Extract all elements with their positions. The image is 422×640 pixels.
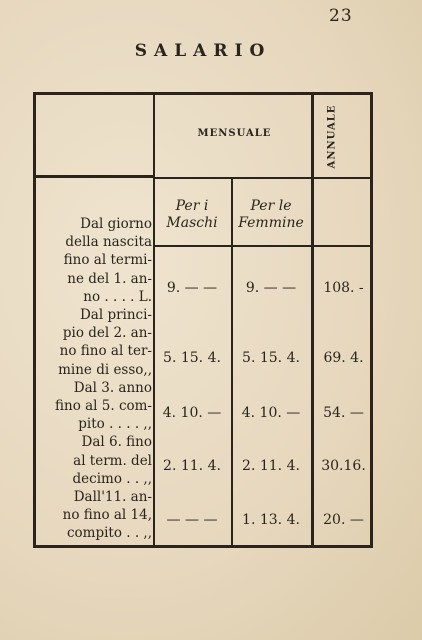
desc-line: no fino al ter- bbox=[59, 343, 152, 360]
page-title: SALARIO bbox=[134, 41, 272, 61]
female-salary-cell: 5. 15. 4. bbox=[242, 350, 300, 366]
subheader-rule bbox=[153, 245, 370, 247]
desc-line: mine di esso,, bbox=[58, 361, 152, 378]
male-subheader bbox=[153, 198, 231, 232]
female-salary-cell: 1. 13. 4. bbox=[242, 512, 300, 528]
monthly-header: MENSUALE bbox=[197, 128, 272, 139]
male-salary-cell: 4. 10. — bbox=[162, 405, 222, 421]
page-number: 23 bbox=[329, 6, 353, 26]
desc-line: al term. del bbox=[73, 452, 152, 469]
salary-table bbox=[33, 92, 373, 548]
desc-line: fino al termi- bbox=[63, 252, 152, 269]
desc-line: della nascita bbox=[65, 234, 152, 251]
female-subheader-line: Femmine bbox=[238, 215, 304, 231]
male-salary-cell: 2. 11. 4. bbox=[163, 458, 221, 474]
desc-line: Dal giorno bbox=[80, 216, 152, 232]
annual-salary-cell: 54. — bbox=[323, 405, 364, 421]
male-salary-cell: 5. 15. 4. bbox=[163, 350, 221, 366]
female-salary-cell: 4. 10. — bbox=[241, 405, 301, 421]
desc-line: no fino al 14, bbox=[62, 507, 152, 524]
desc-line: decimo . . ,, bbox=[72, 470, 152, 487]
header-rule bbox=[36, 175, 153, 178]
annual-header-cell bbox=[313, 95, 351, 177]
desc-line: fino al 5. com- bbox=[55, 398, 152, 415]
desc-line: Dal 6. fino bbox=[81, 434, 152, 451]
desc-line: pio del 2. an- bbox=[62, 325, 152, 342]
header-rule bbox=[153, 177, 370, 179]
desc-line: compito . . ,, bbox=[66, 525, 152, 542]
annual-salary-cell: 108. - bbox=[323, 280, 364, 296]
male-subheader-line: Per i bbox=[175, 198, 209, 214]
female-salary-cell: 2. 11. 4. bbox=[242, 458, 300, 474]
desc-line: Dal princi- bbox=[79, 307, 152, 324]
desc-line: Dal 3. anno bbox=[73, 379, 152, 396]
column-divider bbox=[153, 95, 155, 545]
annual-salary-cell: 20. — bbox=[323, 512, 364, 528]
desc-line: pito . . . . ,, bbox=[78, 416, 152, 433]
female-salary-cell: 9. — — bbox=[245, 280, 297, 296]
male-subheader-line: Maschi bbox=[166, 215, 218, 231]
description-column bbox=[42, 215, 152, 543]
annual-header: ANNUALE bbox=[326, 104, 338, 168]
desc-line: ne del 1. an- bbox=[67, 270, 152, 287]
annual-salary-cell: 69. 4. bbox=[323, 350, 364, 366]
female-subheader-line: Per le bbox=[250, 198, 292, 214]
annual-salary-cell: 30.16. bbox=[321, 458, 366, 474]
desc-line: Dall'11. an- bbox=[73, 489, 152, 506]
male-salary-cell: — — — bbox=[166, 512, 218, 528]
desc-line: no . . . . L. bbox=[83, 288, 152, 305]
female-subheader bbox=[231, 198, 311, 232]
male-salary-cell: 9. — — bbox=[166, 280, 218, 296]
